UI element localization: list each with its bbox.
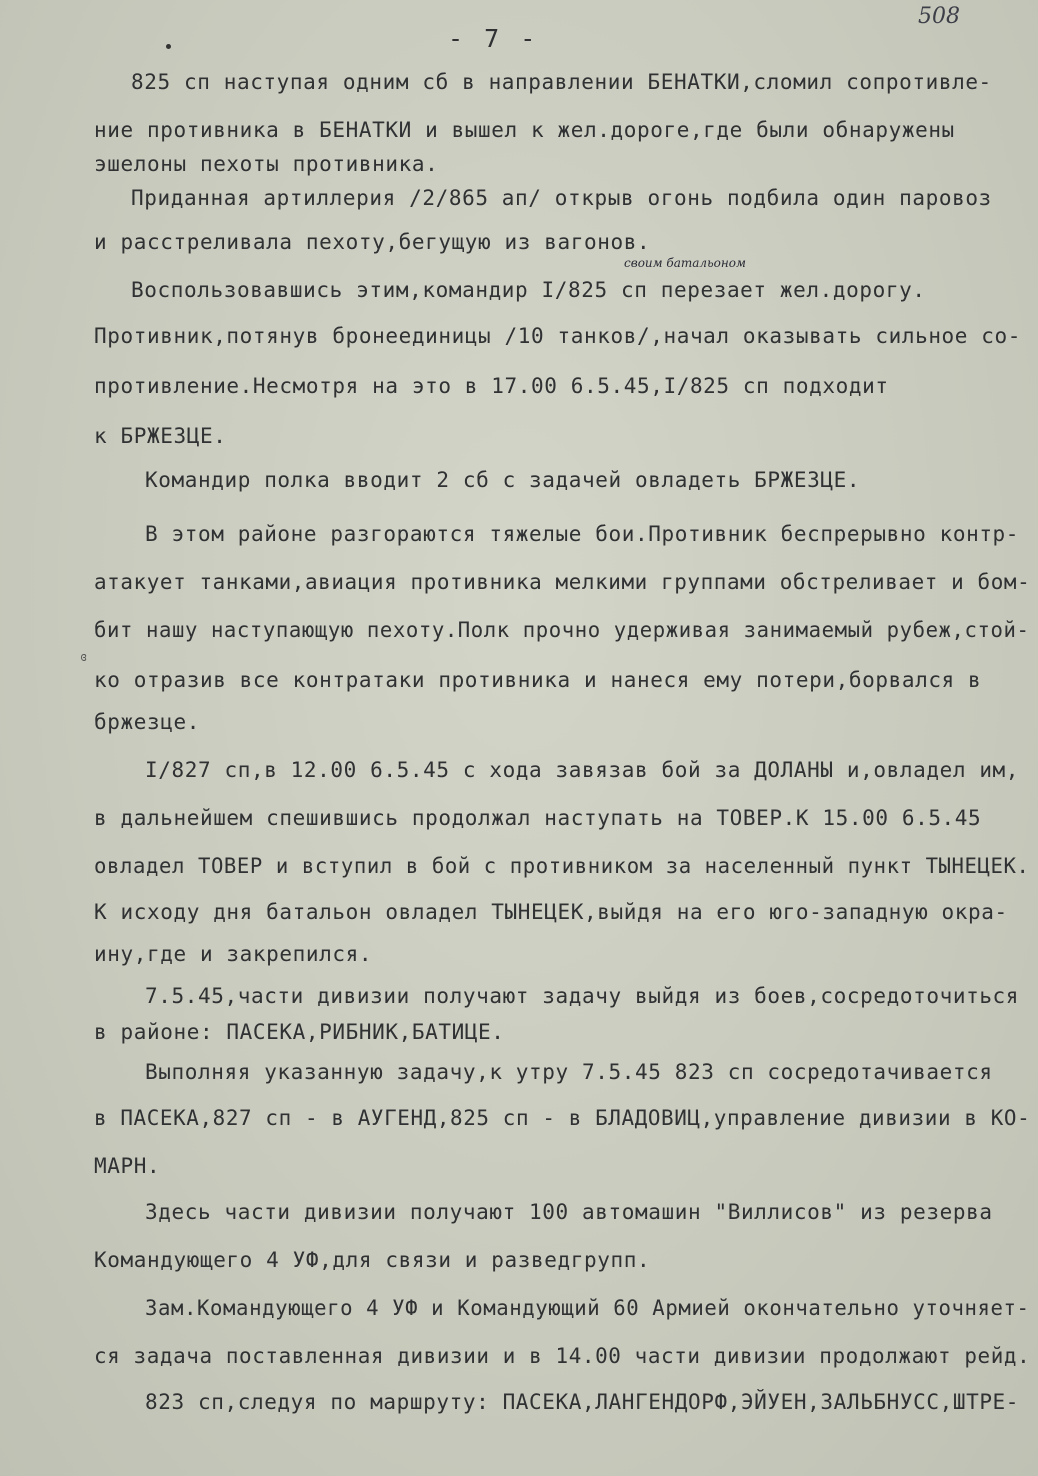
text-line: 823 сп,следуя по маршруту: ПАСЕКА,ЛАНГЕНДОРФ,ЭЙУЕН,ЗАЛЬБНУСС,ШТРЕ- bbox=[145, 1390, 1020, 1414]
text-line: Командующего 4 УФ,для связи и разведгрупп. bbox=[94, 1248, 651, 1272]
text-line: ко отразив все контратаки противника и нанеся ему потери,борвался в bbox=[94, 668, 982, 692]
text-line: в дальнейшем спешившись продолжал наступать на ТОВЕР.К 15.00 6.5.45 bbox=[94, 806, 982, 830]
text-line: Командир полка вводит 2 сб с задачей овладеть БРЖЕЗЦЕ. bbox=[145, 468, 861, 492]
text-line: бржезце. bbox=[94, 710, 200, 734]
text-line: ину,где и закрепился. bbox=[94, 942, 373, 966]
page-number: - 7 - bbox=[448, 24, 539, 53]
text-line: ся задача поставленная дивизии и в 14.00 части дивизии продолжают рейд. bbox=[94, 1344, 1031, 1368]
text-line: Воспользовавшись этим,командир I/825 сп перезает жел.дорогу. bbox=[131, 278, 926, 302]
margin-mark: ɞ bbox=[80, 650, 88, 664]
text-line: ние противника в БЕНАТКИ и вышел к жел.дороге,где были обнаружены bbox=[94, 118, 955, 142]
text-line: в ПАСЕКА,827 сп - в АУГЕНД,825 сп - в БЛАДОВИЦ,управление дивизии в КО- bbox=[94, 1106, 1031, 1130]
text-line: овладел ТОВЕР и вступил в бой с противником за населенный пункт ТЫНЕЦЕК. bbox=[94, 854, 1030, 878]
text-line: Выполняя указанную задачу,к утру 7.5.45 823 сп сосредотачивается bbox=[145, 1060, 993, 1084]
text-line: к БРЖЕЗЦЕ. bbox=[94, 424, 227, 448]
text-line: К исходу дня батальон овладел ТЫНЕЦЕК,выйдя на его юго-западную окра- bbox=[94, 900, 1008, 924]
text-line: противление.Несмотря на это в 17.00 6.5.45,I/825 сп подходит bbox=[94, 374, 889, 398]
text-line: бит нашу наступающую пехоту.Полк прочно удерживая занимаемый рубеж,стой- bbox=[94, 618, 1030, 642]
text-line: Противник,потянув бронеединицы /10 танков/,начал оказывать сильное со- bbox=[94, 324, 1022, 348]
text-line: 7.5.45,части дивизии получают задачу выйдя из боев,сосредоточиться bbox=[145, 984, 1020, 1008]
text-line: атакует танками,авиация противника мелкими группами обстреливает и бом- bbox=[94, 570, 1031, 594]
text-line: МАРН. bbox=[94, 1154, 161, 1178]
text-line: I/827 сп,в 12.00 6.5.45 с хода завязав бой за ДОЛАНЫ и,овладел им, bbox=[145, 758, 1020, 782]
text-line: и расстреливала пехоту,бегущую из вагонов. bbox=[94, 230, 651, 254]
archive-page-number: 508 bbox=[918, 4, 960, 29]
text-line: в районе: ПАСЕКА,РИБНИК,БАТИЦЕ. bbox=[94, 1020, 505, 1044]
ink-dot bbox=[166, 44, 171, 49]
text-line: Приданная артиллерия /2/865 ап/ открыв огонь подбила один паровоз bbox=[131, 186, 992, 210]
text-line: Зам.Командующего 4 УФ и Командующий 60 Армией окончательно уточняет- bbox=[145, 1296, 1030, 1320]
text-line: Здесь части дивизии получают 100 автомашин "Виллисов" из резерва bbox=[145, 1200, 993, 1224]
text-line: В этом районе разгораются тяжелые бои.Противник беспрерывно контр- bbox=[145, 522, 1020, 546]
text-line: 825 сп наступая одним сб в направлении БЕНАТКИ,сломил сопротивле- bbox=[131, 70, 992, 94]
handwritten-annotation: своим батальоном bbox=[624, 256, 746, 270]
text-line: эшелоны пехоты противника. bbox=[94, 152, 439, 176]
